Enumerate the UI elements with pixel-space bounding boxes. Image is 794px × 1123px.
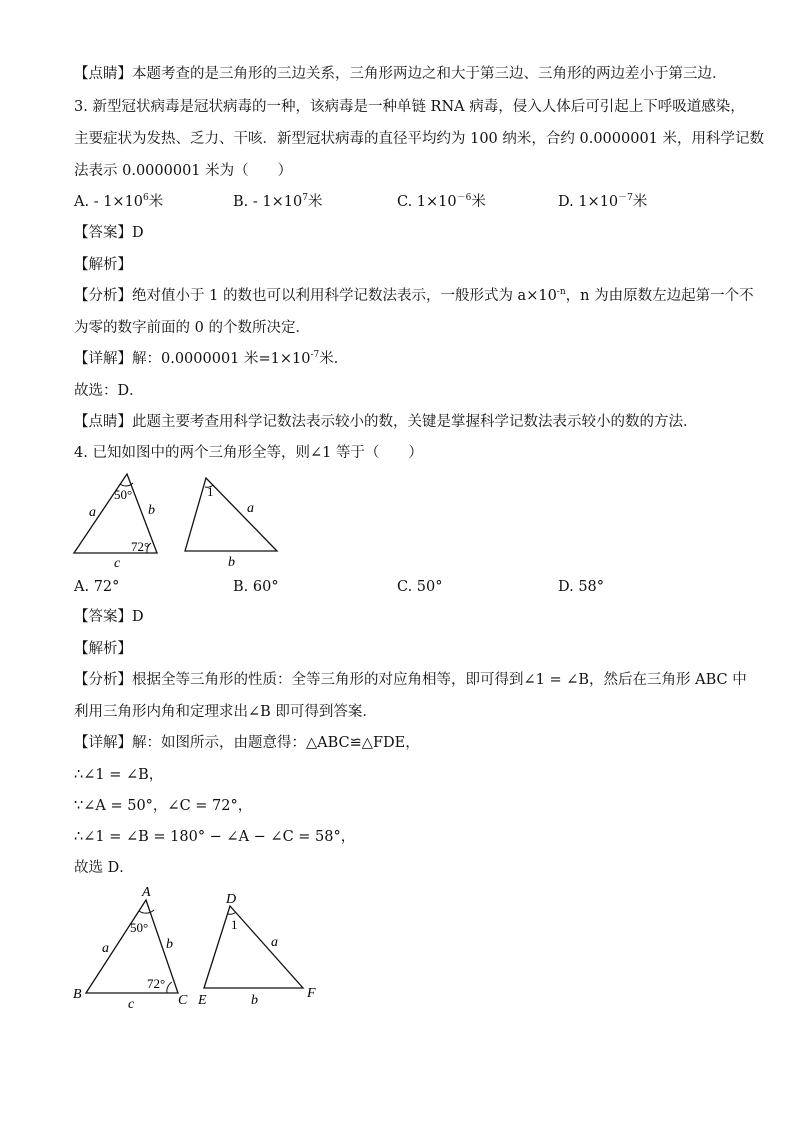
- vertex-d: D: [226, 892, 237, 907]
- label-angle-50: 50°: [114, 487, 133, 502]
- step-3: ∴∠1 = ∠B = 180° − ∠A − ∠C = 58°，: [74, 829, 356, 845]
- triangle-def-labeled: [197, 892, 316, 1008]
- answer-3: 【答案】D: [74, 225, 144, 241]
- dianjing-prev: 【点睛】本题考查的是三角形的三边关系，三角形两边之和大于第三边、三角形的两边差小于第三边．: [74, 66, 727, 82]
- fenxi-4-line1: 【分析】根据全等三角形的性质：全等三角形的对应角相等，即可得到∠1 = ∠B，然后在三角形 ABC 中: [74, 672, 747, 688]
- question-4: 4. 已知如图中的两个三角形全等，则∠1 等于（ ）: [74, 445, 423, 461]
- figure-triangles-labeled: [70, 880, 330, 1010]
- answer-4: 【答案】D: [74, 609, 144, 625]
- label-angle-50-2: 50°: [130, 920, 149, 935]
- q4-option-c: C. 50°: [397, 579, 443, 595]
- triangle-def: [185, 478, 277, 570]
- jiexi-4: 【解析】: [74, 641, 132, 657]
- label-angle-72: 72°: [131, 539, 150, 554]
- label-angle-1: 1: [207, 484, 214, 499]
- label-side-b-4: b: [251, 993, 258, 1008]
- question-3-line1: 3. 新型冠状病毒是冠状病毒的一种，该病毒是一种单链 RNA 病毒，侵入人体后可引起上下呼吸道感染，: [74, 99, 745, 115]
- question-3-line3: 法表示 0.0000001 米为（ ）: [74, 163, 293, 179]
- label-side-a-2: a: [247, 501, 254, 516]
- label-side-a-3: a: [102, 941, 109, 956]
- q3-option-b: B. - $1\times 10^7$米: [233, 193, 323, 210]
- fenxi-3-line2: 为零的数字前面的 0 的个数所决定．: [74, 320, 310, 336]
- label-side-b-2: b: [228, 555, 235, 570]
- fenxi-4-line2: 利用三角形内角和定理求出∠B 即可得到答案．: [74, 704, 377, 720]
- guxuan-3: 故选：D．: [74, 383, 144, 399]
- triangle-abc: [74, 474, 157, 571]
- xiangjie-4: 【详解】解：如图所示，由题意得：△ABC≌△FDE，: [74, 735, 420, 751]
- q3-option-d: D. $1\times 10^{-7}$米: [558, 193, 648, 210]
- q4-option-b: B. 60°: [233, 579, 279, 595]
- label-side-c-3: c: [128, 997, 135, 1010]
- label-side-b: b: [148, 503, 155, 518]
- label-side-a-4: a: [271, 935, 278, 950]
- figure-triangles-q4: [70, 470, 285, 572]
- step-2: ∵∠A = 50°，∠C = 72°，: [74, 798, 253, 814]
- jiexi-3: 【解析】: [74, 257, 132, 273]
- xiangjie-3: 【详解】解：0.0000001 米$=1\times 10^{-7}$米．: [74, 350, 349, 367]
- label-side-b-3: b: [166, 937, 173, 952]
- question-3-line2: 主要症状为发热、乏力、干咳．新型冠状病毒的直径平均约为 100 纳米，合约 0.0000001 米，用科学记数: [74, 131, 765, 147]
- vertex-f: F: [307, 986, 316, 1001]
- label-angle-72-2: 72°: [147, 976, 166, 991]
- q3-option-c: C. $1\times 10^{-6}$米: [397, 193, 486, 210]
- vertex-e: E: [198, 993, 207, 1008]
- vertex-c: C: [178, 993, 188, 1008]
- label-side-a: a: [89, 505, 96, 520]
- q3-option-a: A. - $1\times 10^6$米: [74, 193, 164, 210]
- label-side-c: c: [114, 556, 121, 571]
- q4-option-d: D. 58°: [558, 579, 605, 595]
- dianjing-3: 【点睛】此题主要考查用科学记数法表示较小的数，关键是掌握科学记数法表示较小的数的方法．: [74, 414, 698, 430]
- guxuan-4: 故选 D．: [74, 860, 134, 876]
- q4-option-a: A. 72°: [74, 579, 120, 595]
- step-1: ∴∠1 = ∠B，: [74, 767, 164, 783]
- triangle-abc-labeled: [73, 885, 188, 1010]
- vertex-a: A: [142, 885, 151, 900]
- fenxi-3-line1: 【分析】绝对值小于 1 的数也可以利用科学记数法表示，一般形式为 $a\times 10^{-n}$，n 为由原数左边起第一个不: [74, 287, 754, 304]
- vertex-b: B: [73, 987, 82, 1002]
- label-angle-1-2: 1: [231, 917, 238, 932]
